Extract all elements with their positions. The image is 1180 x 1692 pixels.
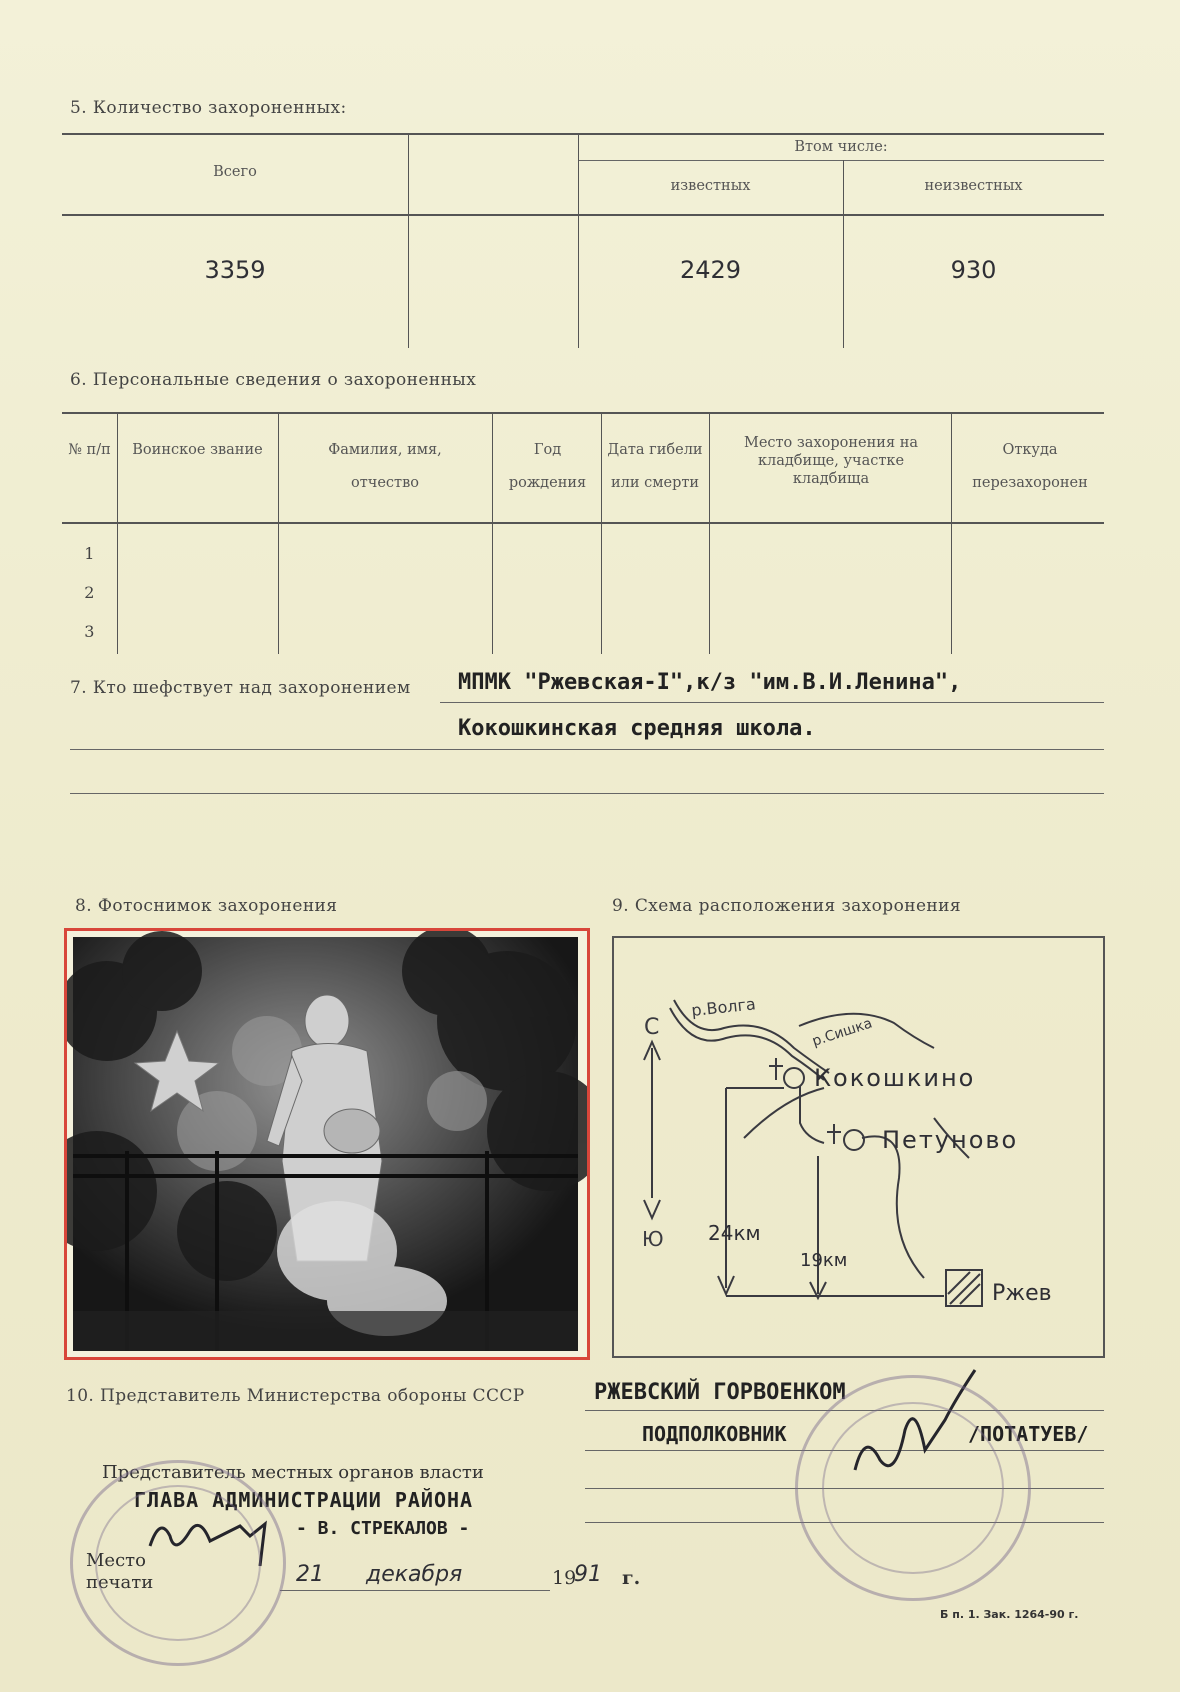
header-burial-place: Место захоронения на кладбище, участке кладбища [743, 435, 919, 488]
col-total-header: Всего [213, 164, 257, 180]
print-footer: Б п. 1. Зак. 1264-90 г. [940, 1608, 1079, 1621]
section7-title: 7. Кто шефствует над захоронением [70, 678, 411, 698]
date-rule [280, 1590, 550, 1591]
col-unknown-header: неизвестных [924, 178, 1023, 194]
section10-title: 10. Представитель Министерства обороны СССР [66, 1386, 525, 1406]
year-suffix: 91 [574, 1562, 602, 1587]
unknown-value: 930 [950, 256, 997, 284]
sishka-label: р.Сишка [810, 1015, 875, 1050]
seal-place-label: Место печати [86, 1550, 154, 1593]
date-day: 21 [296, 1562, 324, 1587]
section5-title: 5. Количество захороненных: [70, 98, 347, 118]
row-number-3: 3 [84, 622, 95, 641]
header-death-date: Дата гибели или смерти [607, 442, 703, 492]
photo-frame [64, 928, 590, 1360]
mod-name: /ПОТАТУЕВ/ [968, 1422, 1089, 1446]
table5-divider-2 [578, 133, 579, 348]
patron-rule-2 [70, 749, 1104, 750]
table5-divider-1 [408, 133, 409, 348]
patron-rule-1 [440, 702, 1104, 703]
header-full-name: Фамилия, имя, отчество [328, 442, 442, 492]
section9-title: 9. Схема расположения захоронения [612, 896, 961, 916]
header-reburied-from: Откуда перезахоронен [972, 442, 1088, 492]
distance-19-label: 19км [800, 1250, 848, 1271]
distance-24-label: 24км [708, 1221, 761, 1245]
road-petunovo-rzhev [862, 1136, 924, 1278]
col-known-header: известных [670, 178, 751, 194]
military-stamp [795, 1375, 1031, 1601]
section8-title: 8. Фотоснимок захоронения [75, 896, 338, 916]
table6-top-rule [62, 412, 1104, 414]
local-representative-title: Представитель местных органов власти [102, 1462, 484, 1483]
table6-divider-2 [278, 412, 279, 654]
table5-subheader-rule [578, 160, 1104, 161]
total-value: 3359 [204, 256, 266, 284]
col-including-header: Втом числе: [794, 139, 888, 155]
kokoshkino-marker [784, 1068, 804, 1088]
scheme-map [614, 938, 1103, 1356]
local-stamp [70, 1460, 286, 1666]
kokoshkino-label: Кокошкино [814, 1064, 976, 1092]
petunovo-label: Петуново [882, 1126, 1019, 1154]
row-number-1: 1 [84, 544, 95, 563]
local-position: ГЛАВА АДМИНИСТРАЦИИ РАЙОНА [134, 1488, 474, 1512]
rzhev-label: Ржев [992, 1281, 1052, 1306]
patron-line-2: Кокошкинская средняя школа. [458, 716, 816, 741]
header-birth-year: Год рождения [508, 442, 587, 492]
local-name: - В. СТРЕКАЛОВ - [296, 1518, 470, 1539]
north-label: С [644, 1015, 660, 1040]
header-number: № п/п [68, 442, 111, 458]
table6-header-rule [62, 522, 1104, 524]
table6-divider-5 [709, 412, 710, 654]
row-number-2: 2 [84, 583, 95, 602]
patron-line-1: МПМК "Ржевская-I",к/з "им.В.И.Ленина", [458, 670, 962, 695]
header-rank: Воинское звание [132, 442, 263, 458]
south-label: Ю [642, 1227, 664, 1251]
table6-divider-3 [492, 412, 493, 654]
section6-title: 6. Персональные сведения о захороненных [70, 370, 477, 390]
known-value: 2429 [679, 256, 742, 284]
table5-header-rule [62, 214, 1104, 216]
mod-representative-line1: РЖЕВСКИЙ ГОРВОЕНКОМ [594, 1380, 846, 1405]
table6-divider-4 [601, 412, 602, 654]
petunovo-marker [844, 1130, 864, 1150]
year-unit: г. [622, 1567, 641, 1589]
location-scheme [612, 936, 1105, 1358]
table5-top-rule [62, 133, 1104, 135]
table6-divider-1 [117, 412, 118, 654]
table6-divider-6 [951, 412, 952, 654]
mod-rank: ПОДПОЛКОВНИК [642, 1422, 787, 1446]
year-prefix: 19 [552, 1567, 577, 1589]
volga-label: р.Волга [690, 994, 757, 1020]
patron-rule-3 [70, 793, 1104, 794]
memorial-photo [67, 931, 587, 1357]
date-month: декабря [366, 1562, 463, 1587]
